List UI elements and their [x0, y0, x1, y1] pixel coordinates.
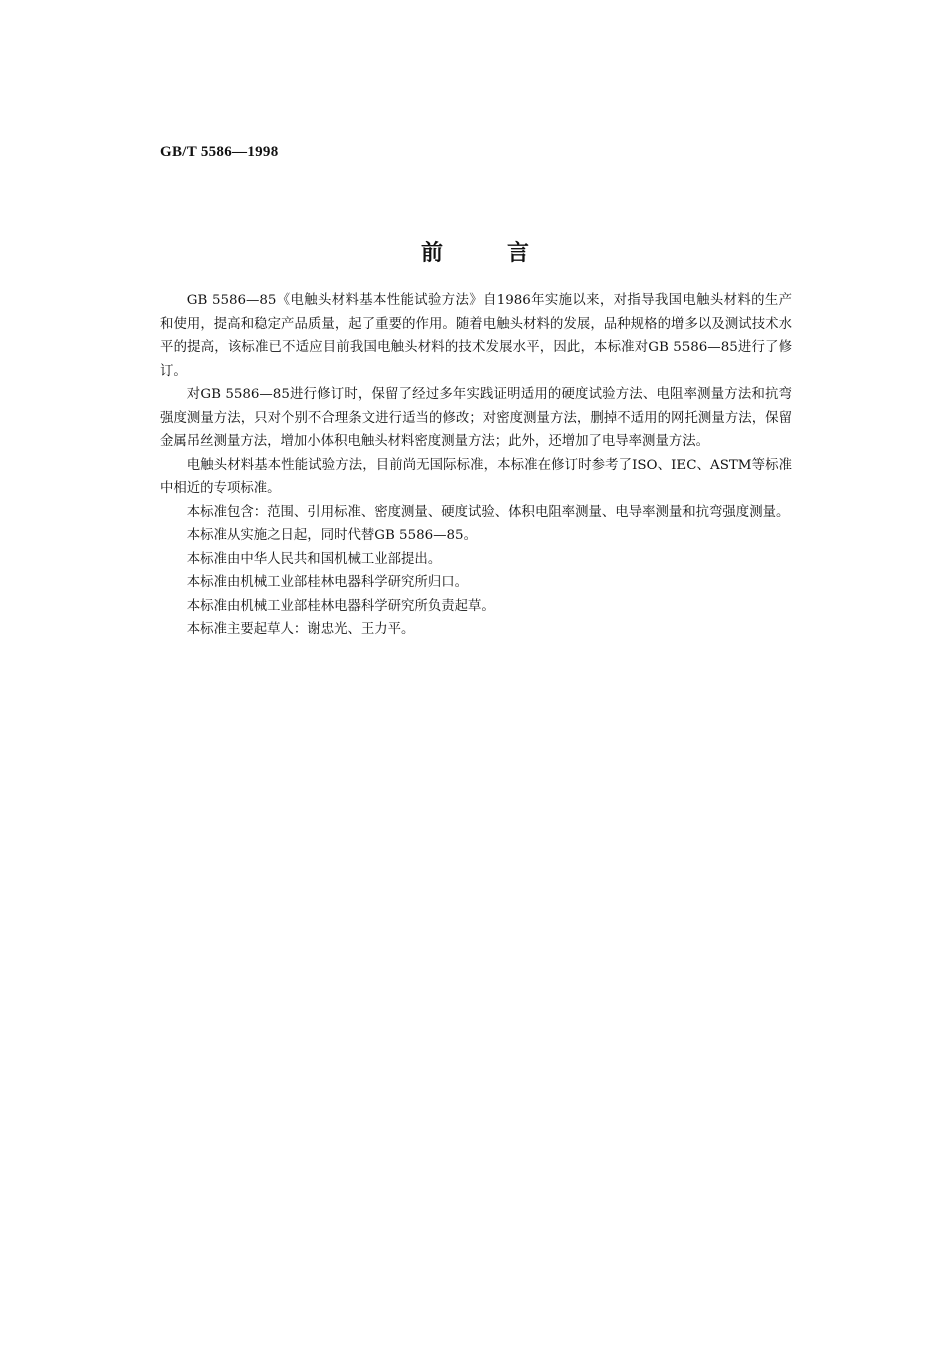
paragraph: 本标准从实施之日起，同时代替GB 5586—85。 [186, 528, 477, 543]
paragraph: 本标准包含：范围、引用标准、密度测量、硬度试验、体积电阻率测量、电导率测量和抗弯强度测量。 [186, 504, 790, 520]
paragraph: GB 5586—85《电触头材料基本性能试验方法》自1986年实施以来，对指导我国电触头材料的生产和使用，提高和稳定产品质量，起了重要的作用。随着电触头材料的发展，品种规格的增多以及测试技术水平的提高，该标准已不适应目前我国电触头材料的技术发展水平，因此，本标准对GB 5586—85进行了修订。 [160, 293, 792, 379]
paragraph: 本标准由机械工业部桂林电器科学研究所归口。 [186, 575, 468, 590]
paragraph: 电触头材料基本性能试验方法，目前尚无国际标准，本标准在修订时参考了ISO、IEC、ASTM等标准中相近的专项标准。 [160, 457, 792, 496]
paragraph: 本标准主要起草人：谢忠光、王力平。 [186, 622, 415, 637]
paragraph: 对GB 5586—85进行修订时，保留了经过多年实践证明适用的硬度试验方法、电阻率测量方法和抗弯强度测量方法，只对个别不合理条文进行适当的修改；对密度测量方法，删掉不适用的网托测量方法，保留金属吊丝测量方法，增加小体积电触头材料密度测量方法；此外，还增加了电导率测量方法。 [160, 387, 792, 449]
paragraph: 本标准由机械工业部桂林电器科学研究所负责起草。 [186, 598, 495, 614]
paragraph: 本标准由中华人民共和国机械工业部提出。 [186, 551, 442, 567]
foreword-body [160, 289, 792, 642]
page-title: 前言 [420, 241, 593, 266]
standard-code: GB/T 5586—1998 [160, 144, 279, 160]
